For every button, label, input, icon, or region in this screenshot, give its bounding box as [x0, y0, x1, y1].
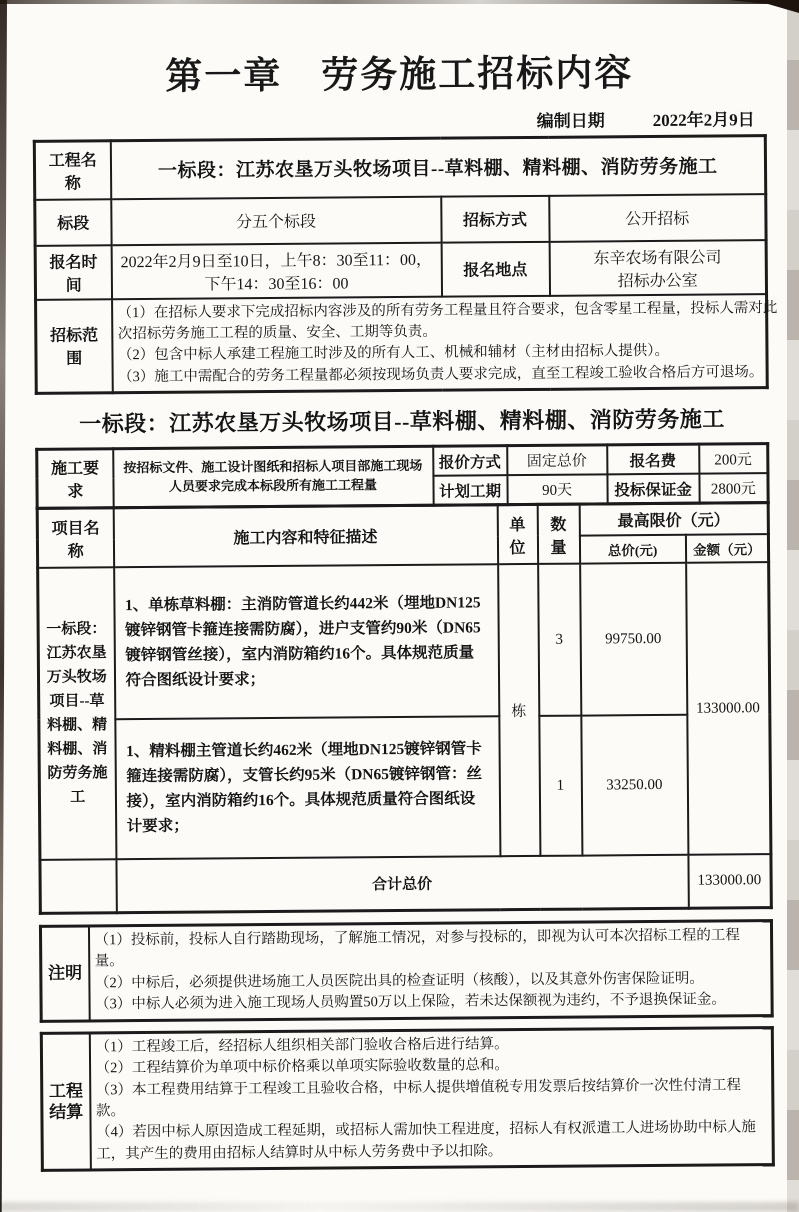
scope-item: （2）包含中标人承建工程施工时涉及的所有人工、机械和辅材（主材由招标人提供）。 [117, 343, 670, 364]
bid-section-label: 标段 [35, 199, 111, 246]
col-header-unit: 单位 [497, 505, 537, 565]
requirements-table [35, 442, 769, 510]
group-amount: 133000.00 [686, 562, 771, 855]
total-row-spacer [40, 860, 116, 914]
scope-item: （1）在招标人要求下完成招标内容涉及的所有劳务工程量且符合要求，包含零星工程量，投标人需对此次招标劳务施工工程的质量、安全、工期等负责。 [117, 299, 778, 343]
col-header-description: 施工内容和特征描述 [113, 505, 497, 568]
total-label: 合计总价 [116, 855, 688, 912]
item-description: 1、精料棚主管道长约462米（埋地DN125镀锌钢管卡箍连接需防腐），支管长约95米（DN65镀锌钢管：丝接），室内消防箱约16个。具体规范质量符合图纸设计要求； [115, 717, 500, 860]
project-info-table [33, 134, 778, 395]
table-row [35, 240, 766, 300]
col-header-item-name: 项目名称 [37, 508, 113, 568]
settlement-table [40, 1026, 775, 1172]
scope-cell [112, 294, 778, 393]
signup-place-label: 报名地点 [441, 241, 549, 296]
settlement-label: 工程结算 [41, 1033, 90, 1171]
scan-edge-left [0, 0, 7, 1212]
page-title: 第一章 劳务施工招标内容 [165, 53, 634, 98]
item-quantity: 3 [538, 564, 581, 716]
compile-date-value: 2022年2月9日 [652, 110, 755, 131]
settlement-cell [89, 1027, 773, 1170]
col-header-quantity: 数量 [537, 504, 579, 564]
table-row [35, 194, 766, 246]
construction-req-label: 施工要求 [37, 449, 113, 509]
col-header-max-price: 最高限价（元） [579, 503, 768, 536]
total-value: 133000.00 [688, 854, 771, 908]
settlement-item: （1）工程竣工后，经招标人组织相关部门验收合格后进行结算。 [95, 1035, 509, 1056]
quote-method-value: 固定总价 [507, 445, 607, 475]
plan-period-value: 90天 [507, 475, 607, 505]
signup-time-value: 2022年2月9日至10日，上午8：30至11：00， 下午14：30至16：00 [111, 242, 441, 299]
note-item: （1）投标前，投标人自行踏勘现场，了解施工情况，对参与投标的，即视为认可本次招标工程的工程量。 [94, 927, 740, 970]
scan-edge-bottom [0, 1202, 799, 1212]
plan-period-label: 计划工期 [433, 475, 507, 505]
signup-place-value: 东辛农场有限公司 招标办公室 [549, 240, 766, 296]
item-group-name: 一标段：江苏农垦万头牧场项目--草料棚、精料棚、消防劳务施工 [38, 568, 116, 861]
settlement-item: （3）本工程费用结算于工程竣工且验收合格，中标人提供增值税专用发票后按结算价一次性付清工程款。 [95, 1076, 742, 1120]
note-item: （3）中标人必须为进入施工现场人员购置50万以上保险，若未达保额视为违约，不予退换保证金。 [95, 991, 726, 1013]
items-table [36, 501, 773, 914]
notes-table [39, 919, 774, 1023]
bid-method-label: 招标方式 [441, 195, 549, 242]
col-header-subtotal: 总价(元) [579, 535, 685, 564]
table-row [39, 714, 771, 860]
item-unit: 栋 [498, 564, 540, 856]
bid-bond-label: 投标保证金 [607, 474, 699, 504]
signup-time-label: 报名时间 [35, 245, 111, 300]
table-row [34, 136, 765, 200]
table-row [38, 562, 770, 720]
scope-item: （3）施工中需配合的劳务工程量都必须按现场负责人要求完成，直至工程竣工验收合格后方可退场。 [118, 364, 764, 386]
construction-req-value: 按招标文件、施工设计图纸和招标人项目部施工现场人员要求完成本标段所有施工工程量 [113, 447, 433, 509]
document-sheet [32, 35, 778, 1172]
compile-date-label: 编制日期 [536, 111, 605, 131]
project-name-label: 工程名称 [34, 141, 110, 200]
bid-method-value: 公开招标 [549, 194, 766, 242]
settlement-item: （2）工程结算价为单项中标价格乘以单项实际验收数量的总和。 [95, 1057, 509, 1077]
table-row [41, 1027, 773, 1170]
scan-edge-top [0, 0, 799, 4]
section-heading: 一标段：江苏农垦万头牧场项目--草料棚、精料棚、消防劳务施工 [79, 406, 725, 437]
item-quantity: 1 [539, 716, 582, 856]
scan-edge-right [787, 0, 799, 1212]
col-header-amount: 金额（元） [685, 534, 768, 563]
quote-method-label: 报价方式 [433, 446, 507, 476]
signup-fee-value: 200元 [699, 444, 768, 474]
item-subtotal: 99750.00 [580, 563, 687, 716]
settlement-item: （4）若因中标人原因造成工程延期，或招标人需加快工程进度，招标人有权派遣工人进场协助中标人施工，其产生的费用由招标人结算时从中标人劳务费中予以扣除。 [96, 1119, 756, 1163]
table-row [40, 854, 771, 913]
notes-cell [88, 920, 772, 1020]
scope-label: 招标范围 [36, 299, 113, 394]
item-subtotal: 33250.00 [581, 715, 688, 856]
compile-date-line [33, 105, 767, 136]
project-name-value: 一标段：江苏农垦万头牧场项目--草料棚、精料棚、消防劳务施工 [110, 136, 765, 199]
table-row [40, 920, 772, 1021]
signup-fee-label: 报名费 [607, 444, 699, 474]
bid-bond-value: 2800元 [699, 473, 768, 503]
bid-section-value: 分五个标段 [111, 196, 441, 245]
note-item: （2）中标后，必须提供进场施工人员医院出具的检查证明（核酸），以及其意外伤害保险证明。 [94, 970, 704, 992]
item-description: 1、单栋草料棚：主消防管道长约442米（埋地DN125镀锌钢管卡箍连接需防腐），进户支管约90米（DN65镀锌钢管丝接），室内消防箱约16个。具体规范质量符合图纸设计要求； [114, 565, 499, 720]
notes-label: 注明 [40, 926, 89, 1021]
table-row [36, 294, 768, 394]
